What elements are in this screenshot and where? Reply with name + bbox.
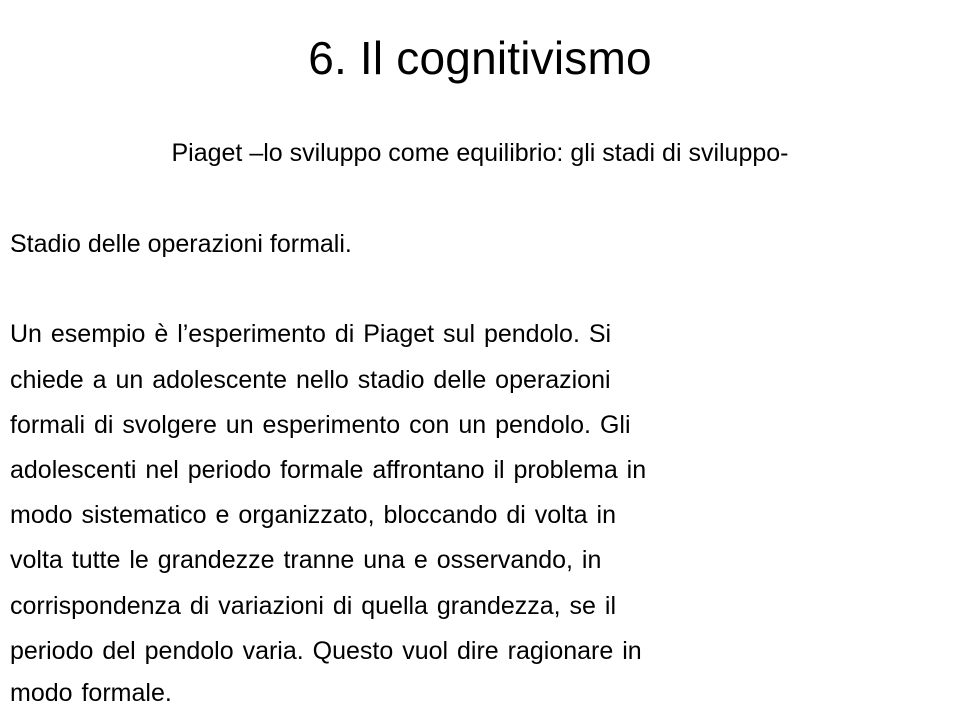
paragraph-line: formali di svolgere un esperimento con un pendolo. Gli bbox=[10, 411, 631, 439]
paragraph-line: adolescenti nel periodo formale affrontano il problema in bbox=[10, 456, 647, 484]
paragraph-line: modo sistematico e organizzato, bloccando di volta in bbox=[10, 501, 616, 529]
slide-title: 6. Il cognitivismo bbox=[308, 32, 652, 84]
paragraph-line: volta tutte le grandezze tranne una e osservando, in bbox=[10, 546, 602, 574]
paragraph-line: periodo del pendolo varia. Questo vuol dire ragionare in bbox=[10, 637, 642, 665]
paragraph-line: chiede a un adolescente nello stadio delle operazioni bbox=[10, 366, 611, 394]
stage-heading: Stadio delle operazioni formali. bbox=[10, 230, 352, 258]
paragraph-line: corrispondenza di variazioni di quella grandezza, se il bbox=[10, 592, 617, 620]
paragraph-line: Un esempio è l’esperimento di Piaget sul pendolo. Si bbox=[10, 320, 612, 348]
slide-subtitle: Piaget –lo sviluppo come equilibrio: gli stadi di sviluppo- bbox=[171, 139, 789, 167]
paragraph-line: modo formale. bbox=[10, 679, 172, 707]
